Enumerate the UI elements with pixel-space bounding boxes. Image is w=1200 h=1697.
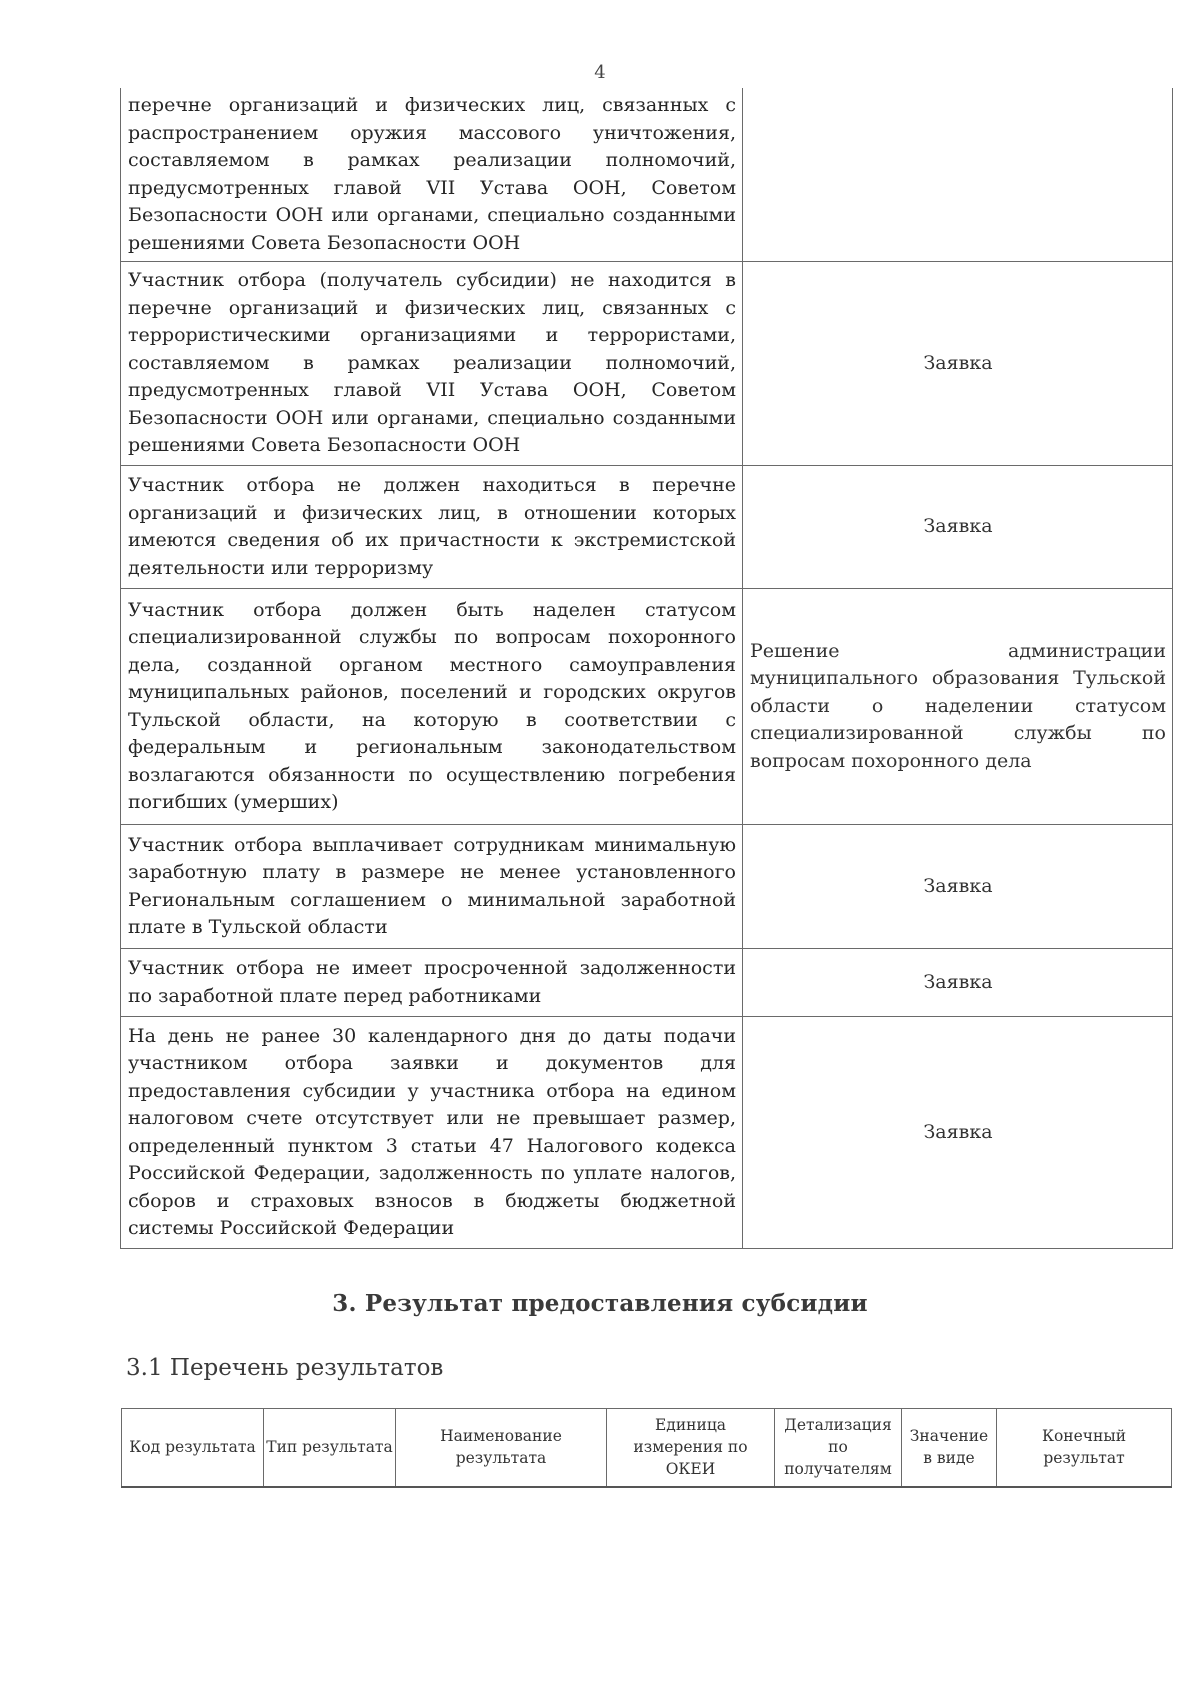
column-header: Значение в виде	[902, 1409, 997, 1487]
document-cell: Решение администрации муниципального образования Тульской области о наделении статусом специализированной службы по вопросам похоронного дела	[743, 589, 1173, 825]
section-heading: 3. Результат предоставления субсидии	[332, 1290, 868, 1317]
document-cell: Заявка	[743, 466, 1173, 589]
requirement-cell: Участник отбора выплачивает сотрудникам минимальную заработную плату в размере не менее установленного Региональным соглашением о минимальной заработной плате в Тульской области	[121, 825, 743, 949]
column-header: Тип результата	[264, 1409, 396, 1487]
column-header: Код результата	[122, 1409, 264, 1487]
requirement-cell: Участник отбора должен быть наделен статусом специализированной службы по вопросам похоронного дела, созданной органом местного самоуправления муниципальных районов, поселений и городских округов Тульской области, на которую в соответствии с федеральным и региональным законодательством возлагаются обязанности по осуществлению погребения погибших (умерших)	[121, 589, 743, 825]
subsection-heading: 3.1 Перечень результатов	[126, 1355, 444, 1381]
table-row	[121, 589, 1173, 825]
results-header-row	[122, 1409, 1172, 1487]
document-cell: Заявка	[743, 262, 1173, 466]
requirement-cell: На день не ранее 30 календарного дня до даты подачи участником отбора заявки и документов для предоставления субсидии у участника отбора на едином налоговом счете отсутствует или не превышает размер, определенный пунктом 3 статьи 47 Налогового кодекса Российской Федерации, задолженность по уплате налогов, сборов и страховых взносов в бюджеты бюджетной системы Российской Федерации	[121, 1017, 743, 1249]
table-row	[121, 262, 1173, 466]
table-row	[121, 88, 1173, 262]
document-cell: Заявка	[743, 949, 1173, 1017]
table-row	[121, 466, 1173, 589]
document-cell: Заявка	[743, 825, 1173, 949]
requirements-table	[120, 88, 1173, 1249]
column-header: Наименование результата	[396, 1409, 607, 1487]
column-header: Конечный результат	[997, 1409, 1172, 1487]
column-header: Детализация по получателям	[775, 1409, 902, 1487]
document-cell: Заявка	[743, 1017, 1173, 1249]
requirement-cell: Участник отбора не имеет просроченной задолженности по заработной плате перед работниками	[121, 949, 743, 1017]
results-table	[121, 1408, 1172, 1488]
column-header: Единица измерения по ОКЕИ	[607, 1409, 775, 1487]
table-row	[121, 949, 1173, 1017]
page-number: 4	[594, 62, 606, 83]
requirement-cell: Участник отбора (получатель субсидии) не находится в перечне организаций и физических лиц, связанных с террористическими организациями и террористами, составляемом в рамках реализации полномочий, предусмотренных главой VII Устава ООН, Советом Безопасности ООН или органами, специально созданными решениями Совета Безопасности ООН	[121, 262, 743, 466]
requirement-cell: Участник отбора не должен находиться в перечне организаций и физических лиц, в отношении которых имеются сведения об их причастности к экстремистской деятельности или терроризму	[121, 466, 743, 589]
table-row	[121, 825, 1173, 949]
requirement-cell: перечне организаций и физических лиц, связанных с распространением оружия массового уничтожения, составляемом в рамках реализации полномочий, предусмотренных главой VII Устава ООН, Советом Безопасности ООН или органами, специально созданными решениями Совета Безопасности ООН	[121, 88, 743, 262]
document-cell	[743, 88, 1173, 262]
table-row	[121, 1017, 1173, 1249]
